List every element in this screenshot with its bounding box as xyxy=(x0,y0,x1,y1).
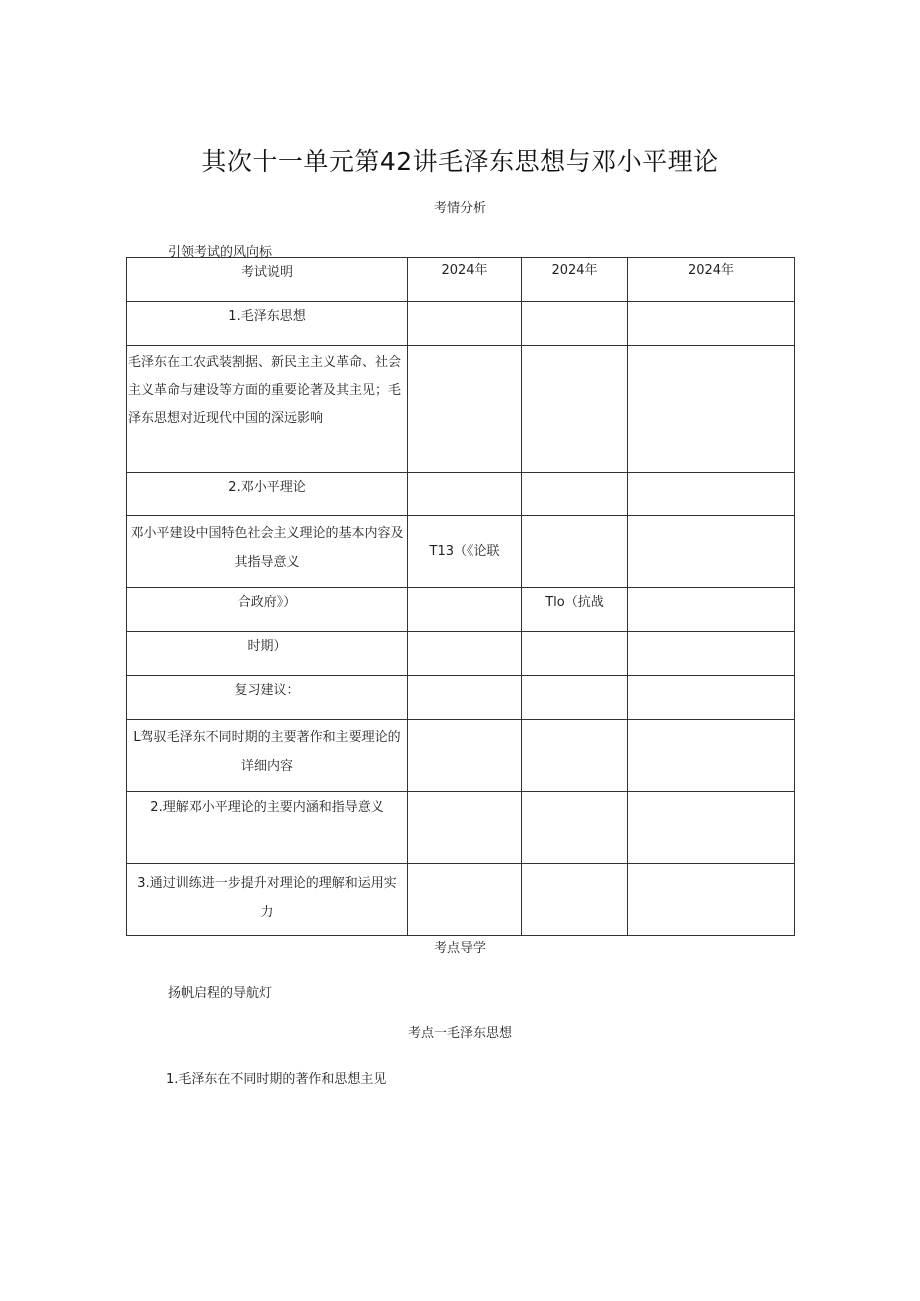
table-cell xyxy=(522,346,628,473)
table-cell xyxy=(408,588,522,632)
table-cell: 邓小平建设中国特色社会主义理论的基本内容及其指导意义 xyxy=(127,516,408,588)
table-cell xyxy=(628,632,795,676)
table-row xyxy=(127,473,795,516)
table-cell xyxy=(408,632,522,676)
table-cell xyxy=(628,473,795,516)
table-cell xyxy=(522,632,628,676)
table-cell xyxy=(522,473,628,516)
table-row xyxy=(127,588,795,632)
table-cell xyxy=(628,792,795,864)
table-cell xyxy=(522,676,628,720)
table-cell xyxy=(628,676,795,720)
table-row xyxy=(127,792,795,864)
table-header-cell: 2024年 xyxy=(628,258,795,302)
table-cell: L驾驭毛泽东不同时期的主要著作和主要理论的详细内容 xyxy=(127,720,408,792)
table-cell: 复习建议： xyxy=(127,676,408,720)
point-one-heading: 考点一毛泽东思想 xyxy=(407,1026,512,1041)
table-cell xyxy=(628,346,795,473)
table-cell: Tlo（抗战 xyxy=(522,588,628,632)
table-cell xyxy=(628,588,795,632)
table-cell xyxy=(522,864,628,936)
page-title: 其次十一单元第42讲毛泽东思想与邓小平理论 xyxy=(201,147,719,176)
table-cell: 3.通过训练进一步提升对理论的理解和运用实力 xyxy=(127,864,408,936)
table-header-cell: 2024年 xyxy=(522,258,628,302)
table-cell xyxy=(628,864,795,936)
table-cell: 2.理解邓小平理论的主要内涵和指导意义 xyxy=(127,792,408,864)
table-cell xyxy=(628,516,795,588)
table-cell: 毛泽东在工农武装割据、新民主主义革命、社会主义革命与建设等方面的重要论著及其主见；毛泽东思想对近现代中国的深远影响 xyxy=(127,346,408,473)
table-cell: 2.邓小平理论 xyxy=(127,473,408,516)
list-item: 1.毛泽东在不同时期的著作和思想主见 xyxy=(166,1072,387,1087)
table-cell: 合政府》） xyxy=(127,588,408,632)
table-cell xyxy=(408,676,522,720)
table-row xyxy=(127,346,795,473)
table-row xyxy=(127,676,795,720)
table-cell xyxy=(522,302,628,346)
table-cell: T13（《论联 xyxy=(408,516,522,588)
beacon-heading: 扬帆启程的导航灯 xyxy=(168,986,273,1001)
table-cell: 1.毛泽东思想 xyxy=(127,302,408,346)
table-header-row xyxy=(127,258,795,302)
table-cell: 时期） xyxy=(127,632,408,676)
table-row xyxy=(127,720,795,792)
section-heading-exam-analysis: 考情分析 xyxy=(433,201,486,216)
table-cell xyxy=(408,792,522,864)
table-row xyxy=(127,302,795,346)
table-header-cell: 2024年 xyxy=(408,258,522,302)
exam-table xyxy=(126,257,795,936)
table-cell xyxy=(408,864,522,936)
table-cell xyxy=(628,302,795,346)
table-cell xyxy=(408,720,522,792)
section-heading-study-guide: 考点导学 xyxy=(433,941,486,956)
table-cell xyxy=(522,516,628,588)
table-cell xyxy=(408,473,522,516)
table-row xyxy=(127,864,795,936)
table-cell xyxy=(408,302,522,346)
table-cell xyxy=(522,720,628,792)
table-cell xyxy=(628,720,795,792)
table-cell xyxy=(408,346,522,473)
table-header-cell: 考试说明 xyxy=(127,258,408,302)
table-row xyxy=(127,516,795,588)
table-cell xyxy=(522,792,628,864)
guide-heading: 引领考试的风向标 xyxy=(168,245,273,260)
table-row xyxy=(127,632,795,676)
